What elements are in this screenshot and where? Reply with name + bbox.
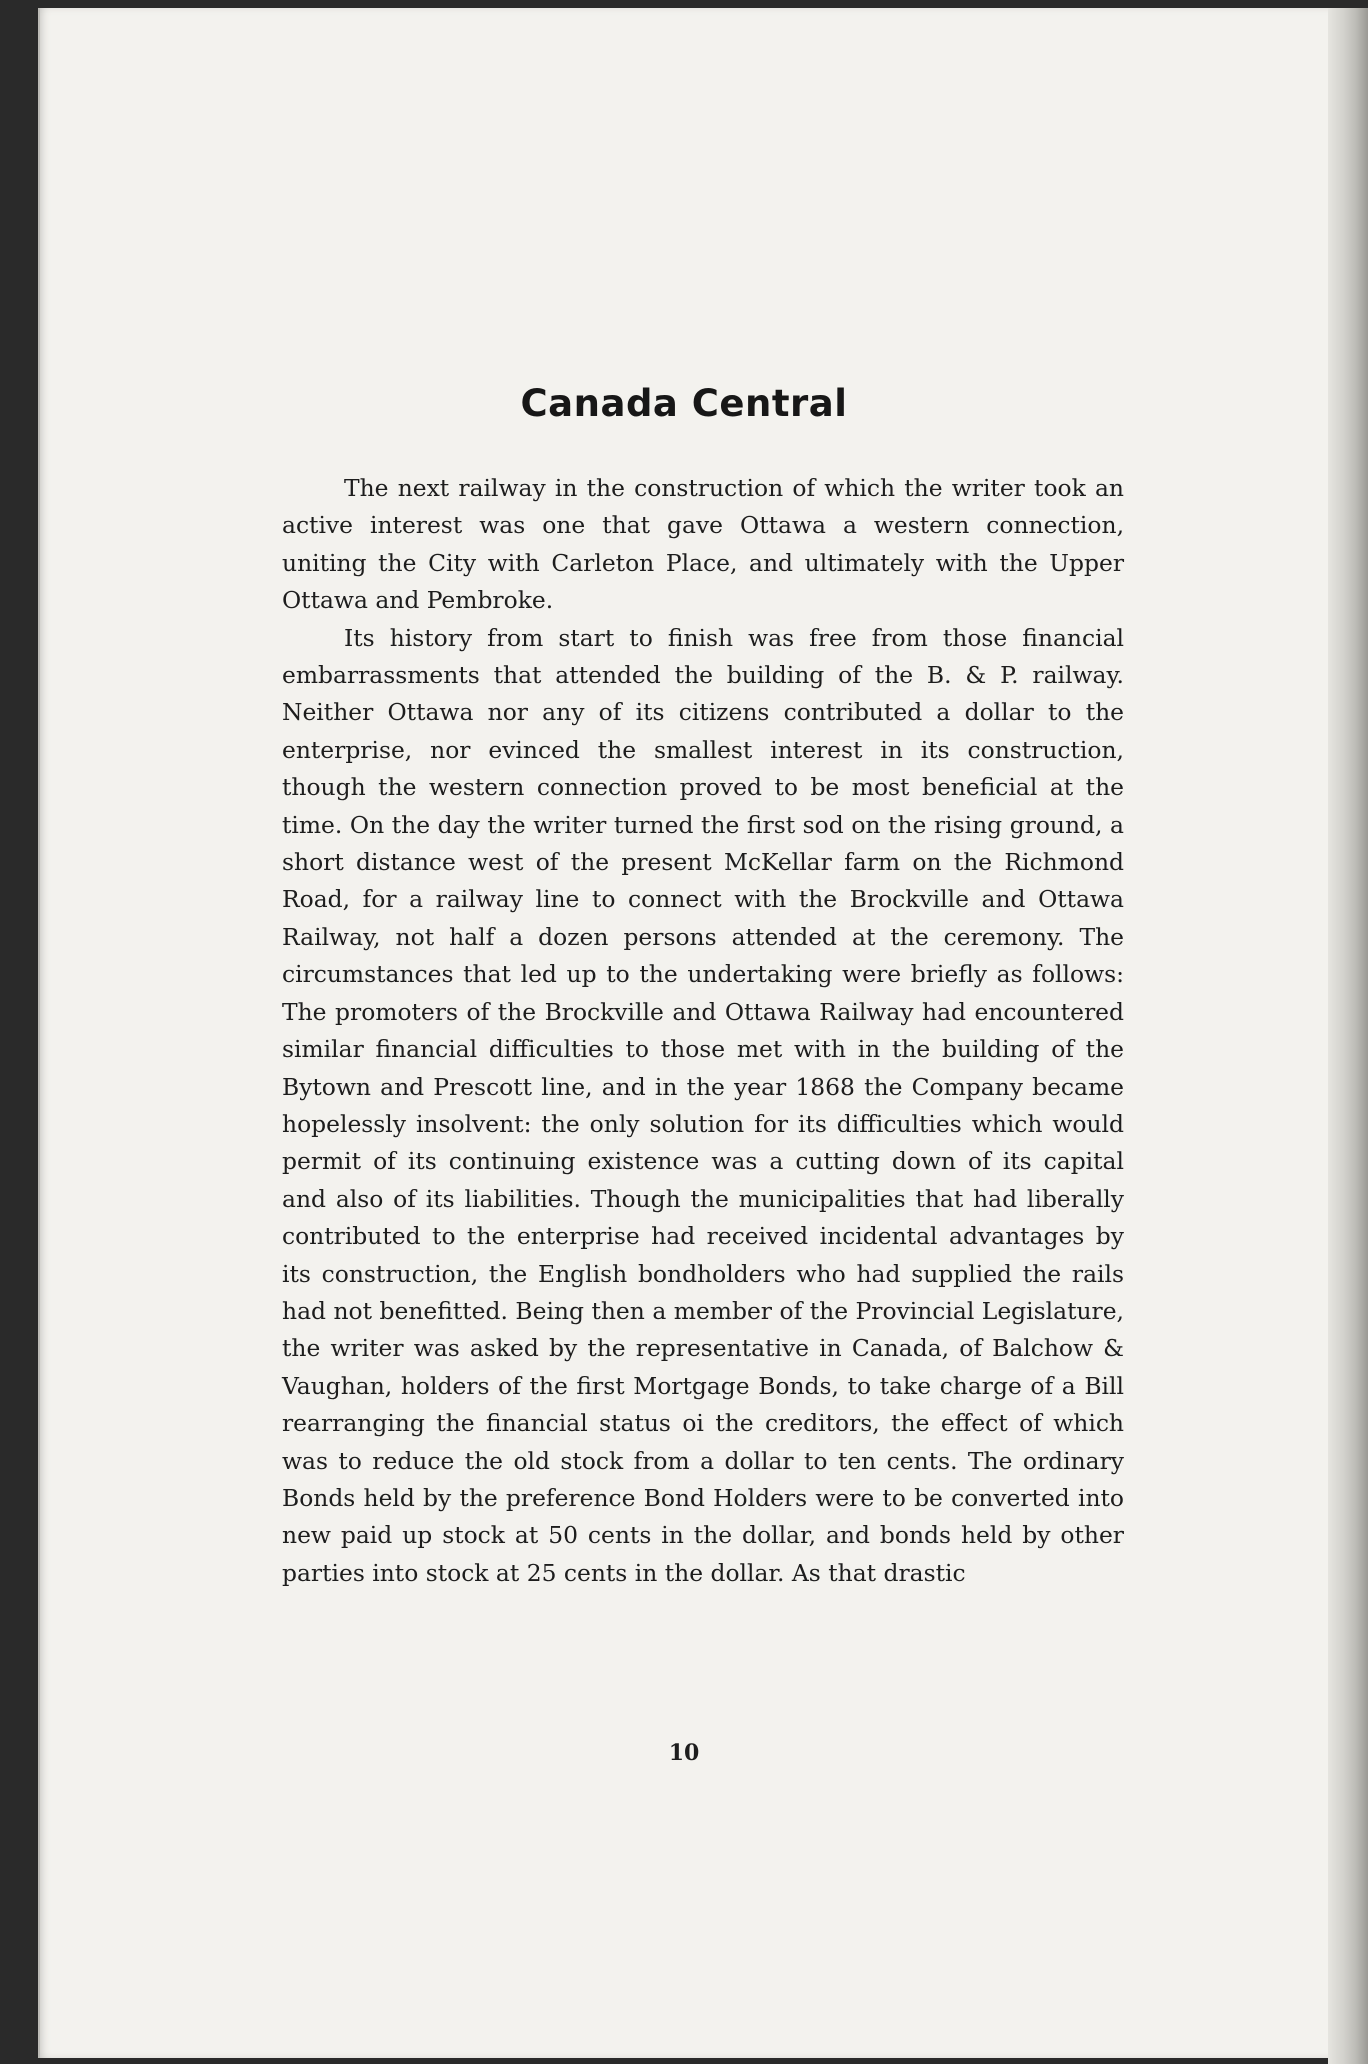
paragraph-1: The next railway in the construction of which the writer took an active interest was one that gave Ottawa a western connection, uniting the City with Carleton Place, and ultimately with the Upper Ottawa and Pembroke. — [282, 474, 1124, 615]
paragraph-2: Its history from start to finish was free from those financial embarrassments that attended the building of the B. & P. railway. Neither Ottawa nor any of its citizens contributed a dollar to the enterprise, nor evinced the smallest interest in its construction, though the western connection proved to be most beneficial at the time. On the day the writer turned the first sod on the rising ground, a short distance west of the present McKellar farm on the Richmond Road, for a railway line to connect with the Brockville and Ottawa Railway, not half a dozen persons attended at the ceremony. The circumstances that led up to the undertaking were briefly as follows: The promoters of the Brockville and Ottawa Railway had encountered similar financial difficulties to those met with in the building of the Bytown and Prescott line, and in the year 1868 the Company became hopelessly insolvent: the only solution for its difficulties which would permit of its continuing existence was a cutting down of its capital and also of its liabilities. Though the municipalities that had liberally contributed to the enterprise had received incidental advantages by its construction, the English bondholders who had supplied the rails had not benefitted. Being then a member of the Provincial Legislature, the writer was asked by the representative in Canada, of Balchow & Vaughan, holders of the first Mortgage Bonds, to take charge of a Bill rearranging the financial status oi the creditors, the effect of which was to reduce the old stock from a dollar to ten cents. The ordinary Bonds held by the preference Bond Holders were to be converted into new paid up stock at 50 cents in the dollar, and bonds held by other parties into stock at 25 cents in the dollar. As that drastic — [282, 623, 1124, 1587]
body-text — [282, 470, 1124, 1592]
chapter-heading: Canada Central — [520, 382, 848, 425]
page-number: 10 — [668, 1740, 700, 1766]
